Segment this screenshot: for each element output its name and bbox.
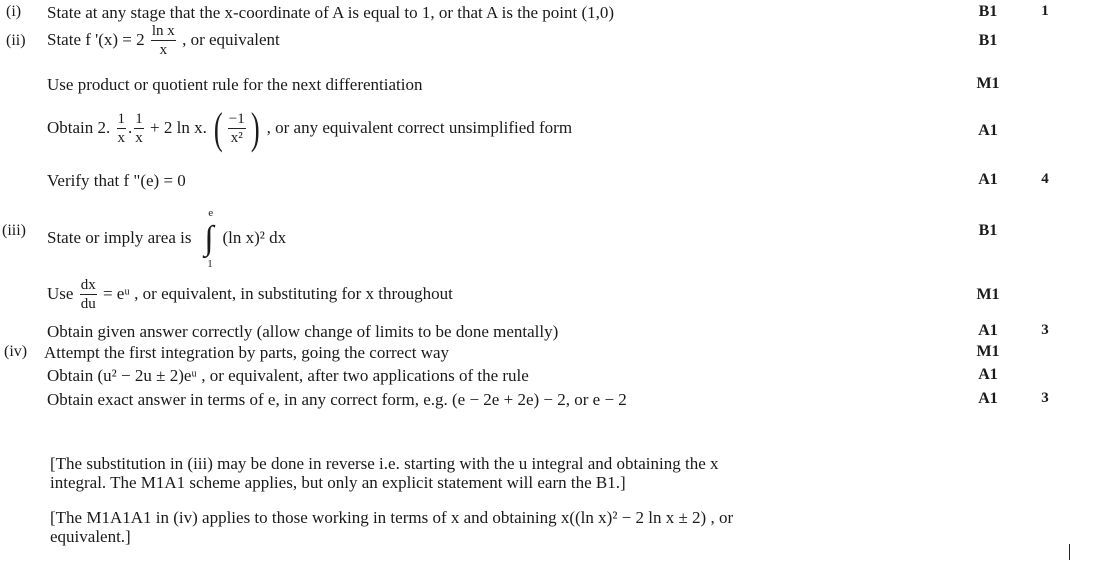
mark-code: B1 bbox=[978, 3, 998, 20]
mark-code: A1 bbox=[978, 366, 998, 383]
right-paren: ) bbox=[250, 104, 260, 153]
fraction-numerator: 1 bbox=[135, 111, 143, 127]
criterion-suffix: , or any equivalent correct unsimplified form bbox=[266, 117, 573, 137]
examiner-note bbox=[50, 454, 719, 492]
part-label: (i) bbox=[6, 3, 22, 20]
mark-code: A1 bbox=[978, 390, 998, 407]
fraction-denominator: x² bbox=[230, 130, 243, 146]
fraction-denominator: x bbox=[117, 130, 126, 146]
part-label: (iii) bbox=[2, 222, 26, 239]
mark-code: B1 bbox=[978, 32, 998, 49]
fraction bbox=[117, 112, 127, 146]
part-label: (ii) bbox=[6, 32, 26, 49]
mark-code: M1 bbox=[976, 343, 1000, 360]
fraction-denominator: x bbox=[159, 42, 168, 58]
integral-upper-limit: e bbox=[208, 207, 214, 219]
criterion-text: Use product or quotient rule for the next differentiation bbox=[47, 75, 423, 94]
text-cursor bbox=[1069, 544, 1070, 560]
mark-code: A1 bbox=[978, 322, 998, 339]
part-total: 3 bbox=[1041, 390, 1049, 406]
integral-sign: ∫ e 1 bbox=[204, 207, 214, 270]
mark-code: M1 bbox=[976, 286, 1000, 303]
note-line: [The M1A1A1 in (iv) applies to those working in terms of x and obtaining x((ln x)² − 2 ln x ± 2) , or bbox=[50, 508, 734, 527]
fraction-numerator: ln x bbox=[151, 23, 175, 39]
integral-lower-limit: 1 bbox=[207, 258, 213, 270]
criterion-text: Attempt the first integration by parts, going the correct way bbox=[44, 343, 450, 362]
fraction bbox=[80, 278, 97, 312]
mark-code: A1 bbox=[978, 122, 998, 139]
criterion-prefix: Obtain 2. bbox=[47, 117, 111, 137]
criterion-text bbox=[47, 207, 287, 270]
criterion-text bbox=[47, 278, 453, 312]
criterion-text bbox=[47, 24, 280, 58]
integrand: (ln x)² dx bbox=[222, 227, 287, 247]
fraction-numerator: −1 bbox=[228, 111, 245, 127]
criterion-prefix: State f '(x) = 2 bbox=[47, 29, 145, 49]
part-total: 4 bbox=[1041, 171, 1049, 187]
criterion-prefix: State or imply area is bbox=[47, 227, 192, 247]
criterion-text: State at any stage that the x-coordinate of A is equal to 1, or that A is the point (1,0) bbox=[47, 3, 615, 22]
criterion-text: Verify that f "(e) = 0 bbox=[47, 171, 186, 190]
criterion-suffix: = eᵘ , or equivalent, in substituting for x throughout bbox=[102, 283, 453, 303]
fraction bbox=[151, 24, 176, 58]
fraction-numerator: dx bbox=[80, 277, 96, 293]
criterion-text: Obtain (u² − 2u ± 2)eᵘ , or equivalent, after two applications of the rule bbox=[47, 366, 529, 385]
criterion-middle: + 2 ln x. bbox=[150, 117, 207, 137]
fraction-denominator: x bbox=[135, 130, 143, 146]
part-label: (iv) bbox=[4, 343, 28, 360]
note-line: integral. The M1A1 scheme applies, but only an explicit statement will earn the B1.] bbox=[50, 473, 626, 492]
note-line: [The substitution in (iii) may be done in reverse i.e. starting with the u integral and obtaining the x bbox=[50, 454, 719, 473]
fraction-denominator: du bbox=[80, 296, 96, 312]
part-total: 1 bbox=[1041, 3, 1049, 19]
criterion-suffix: , or equivalent bbox=[182, 29, 280, 49]
mark-code: B1 bbox=[978, 222, 998, 239]
criterion-prefix: Use bbox=[47, 283, 74, 303]
fraction bbox=[134, 112, 144, 146]
criterion-text: Obtain 2. $\frac{1}{x}$ . $\frac{1}{x}$ + 2 ln x. ( $\frac{-1}{\text{x²}}$ ) , or any equivalent correct unsimplified form bbox=[47, 104, 573, 153]
criterion-text: Obtain exact answer in terms of e, in any correct form, e.g. (e − 2e + 2e) − 2, or e − 2 bbox=[47, 390, 627, 409]
note-line: equivalent.] bbox=[50, 527, 131, 546]
mark-code: A1 bbox=[978, 171, 998, 188]
mark-code: M1 bbox=[976, 75, 1000, 92]
part-total: 3 bbox=[1041, 322, 1049, 338]
fraction-numerator: 1 bbox=[117, 111, 126, 127]
examiner-note bbox=[50, 508, 733, 546]
left-paren: ( bbox=[214, 104, 223, 153]
fraction bbox=[228, 112, 246, 146]
mark-scheme-row bbox=[0, 105, 1100, 165]
criterion-text: Obtain given answer correctly (allow change of limits to be done mentally) bbox=[47, 322, 559, 341]
